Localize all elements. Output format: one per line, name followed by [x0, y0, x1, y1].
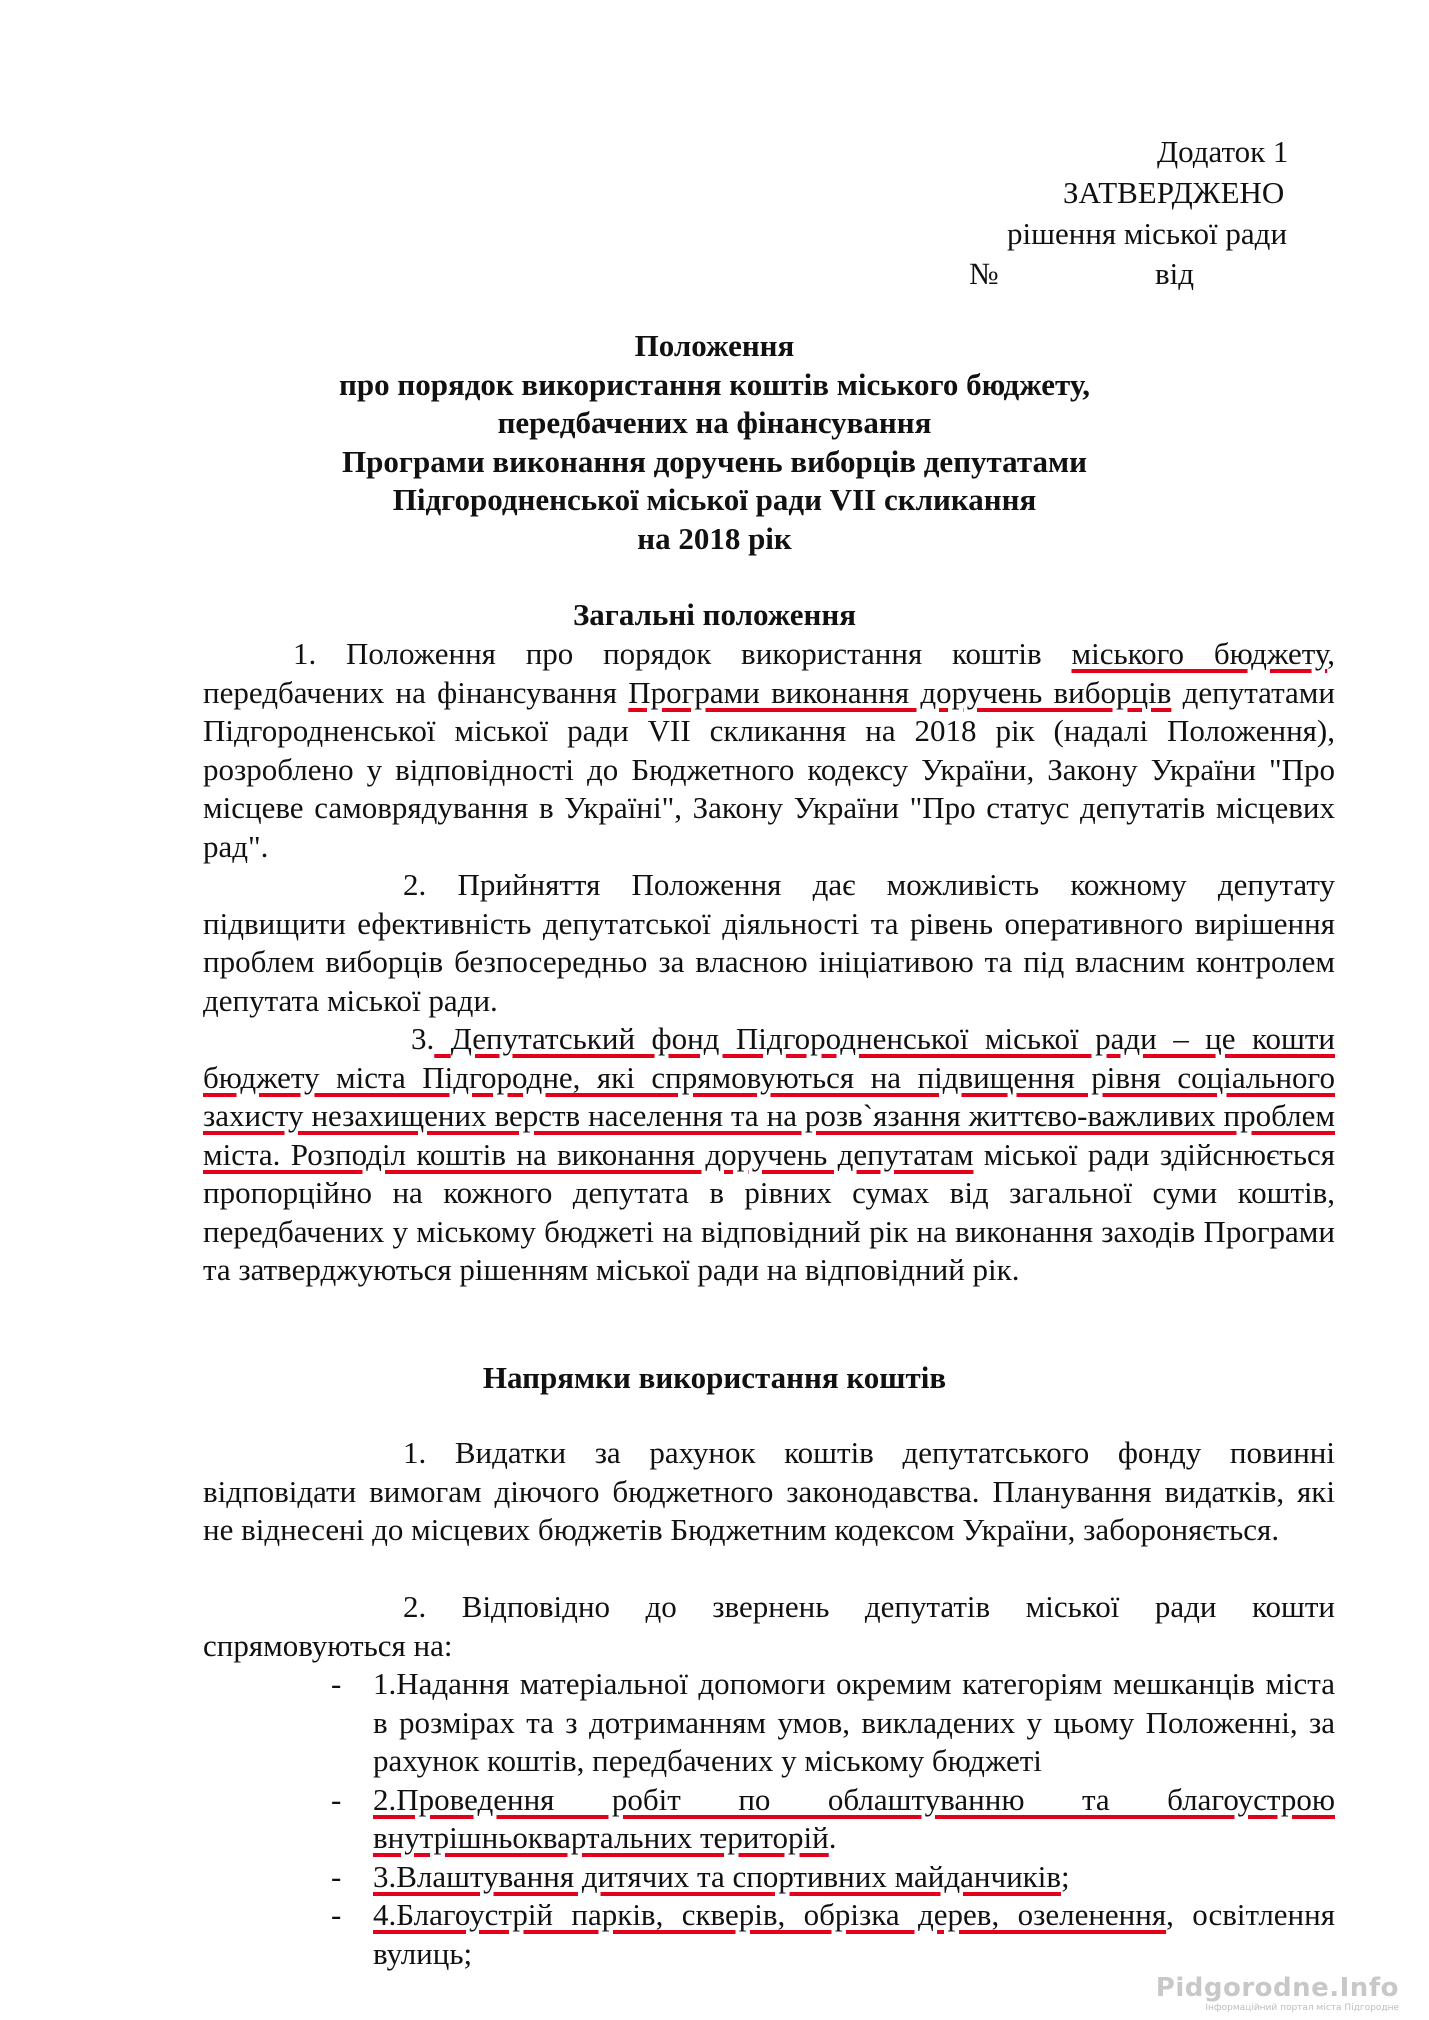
list-item	[331, 1781, 1335, 1858]
list-dash: -	[331, 1858, 342, 1894]
title-line-3: передбачених на фінансування	[497, 405, 932, 440]
watermark-logo-text: Pidgorodne.Info	[1155, 1973, 1399, 2003]
paragraph-text: Видатки за рахунок коштів депутатського фонду повинні відповідати вимогам діючого бюджетного законодавства. Планування видатків, які не віднесені до місцевих бюджетів Бюджетним кодексом України, забороняється.	[203, 1435, 1335, 1547]
date-label: від	[1155, 256, 1195, 291]
approved-label: ЗАТВЕРДЖЕНО	[1063, 175, 1285, 210]
paragraph-number: 2.	[403, 867, 427, 902]
decision-label: рішення міської ради	[1007, 216, 1288, 251]
title-line-1: Положення	[634, 328, 795, 363]
paragraph-text: депутатами Підгородненської міської ради VII скликання на 2018 рік (надалі Положення), розроблено у відповідності до Бюджетного кодексу України, Закону України "Про місцеве самоврядування в Україні", Закону України "Про статус депутатів місцевих рад".	[203, 674, 1335, 864]
number-label: №	[969, 256, 999, 291]
section-heading-general: Загальні положення	[572, 597, 857, 632]
appendix-label: Додаток 1	[1157, 134, 1289, 169]
paragraph-text: Положення про порядок використання коштів	[346, 636, 1072, 671]
list-item-text: , освітлення вулиць;	[373, 1897, 1335, 1971]
title-line-4: Програми виконання доручень виборців депутатами	[342, 443, 1087, 479]
list-item-text: ;	[1060, 1858, 1070, 1894]
document-title	[0, 327, 1429, 558]
list-item-text: .	[828, 1820, 837, 1855]
highlight-underline: 4.Благоустрій парків, скверів, обрізка дерев, озеленення	[373, 1897, 1167, 1932]
paragraph-number: 3.	[411, 1021, 435, 1056]
paragraph-1	[203, 635, 1335, 866]
paragraph-text: міської ради здійснюється пропорційно на кожного депутата в рівних сумах від загальної суми коштів, передбачених у міському бюджеті на відповідний рік на виконання заходів Програми та затверджуються рішенням міської ради на відповідний рік.	[203, 1136, 1335, 1287]
paragraph-text: Депутатський фонд Підгородненської міської ради – це кошти бюджету міста Підгородне, які спрямовуються на підвищення рівня соціального захисту незахищених верств населення та на розв`язання життєво-важливих проблем міста. Розподіл коштів на виконання доручень депутатам	[203, 1021, 1335, 1172]
title-line-5: Підгородненської міської ради VII скликання	[392, 482, 1037, 517]
watermark	[1156, 1973, 1399, 2014]
section-heading-directions: Напрямки використання коштів	[482, 1360, 947, 1395]
highlight-underline: міського бюджету	[1071, 636, 1328, 671]
highlight-underline: 3.Влаштування дитячих та спортивних майданчиків	[373, 1858, 1061, 1894]
paragraph-2	[203, 866, 1335, 1020]
title-line-6: на 2018 рік	[637, 520, 792, 556]
list-item	[331, 1858, 1335, 1897]
highlight-underline: 2.Проведення робіт по облаштуванню та благоустрою внутрішньоквартальних територій	[373, 1781, 1335, 1855]
directions-paragraph-2	[203, 1588, 1335, 1665]
directions-list	[331, 1665, 1335, 1973]
paragraph-number: 2.	[403, 1589, 427, 1624]
list-dash: -	[331, 1666, 342, 1701]
paragraph-text: Відповідно до звернень депутатів міської ради кошти спрямовуються на:	[203, 1589, 1336, 1663]
watermark-subtitle: Інформаційний портал міста Підгородне	[1205, 2003, 1399, 2013]
directions-paragraph-1	[203, 1434, 1335, 1550]
list-item	[331, 1896, 1335, 1973]
paragraph-3	[203, 1020, 1335, 1290]
paragraph-text: , передбачених на фінансування	[203, 636, 1336, 710]
paragraph-text: Прийняття Положення дає можливість кожному депутату підвищити ефективність депутатської діяльності та рівень оперативного вирішення проблем виборців безпосередньо за власною ініціативою та під власним контролем депутата міської ради.	[203, 867, 1336, 1018]
title-line-2: про порядок використання коштів міського бюджету,	[338, 366, 1091, 402]
list-item	[331, 1665, 1335, 1781]
paragraph-number: 1.	[293, 636, 317, 671]
list-dash: -	[331, 1781, 342, 1817]
list-dash: -	[331, 1897, 342, 1932]
highlight-underline: Програми виконання доручень виборців	[628, 674, 1172, 710]
paragraph-number: 1.	[403, 1435, 427, 1470]
list-item-text: 1.Надання матеріальної допомоги окремим категоріям мешканців міста в розмірах та з дотриманням умов, викладених у цьому Положенні, за рахунок коштів, передбачених у міському бюджеті	[373, 1666, 1335, 1778]
